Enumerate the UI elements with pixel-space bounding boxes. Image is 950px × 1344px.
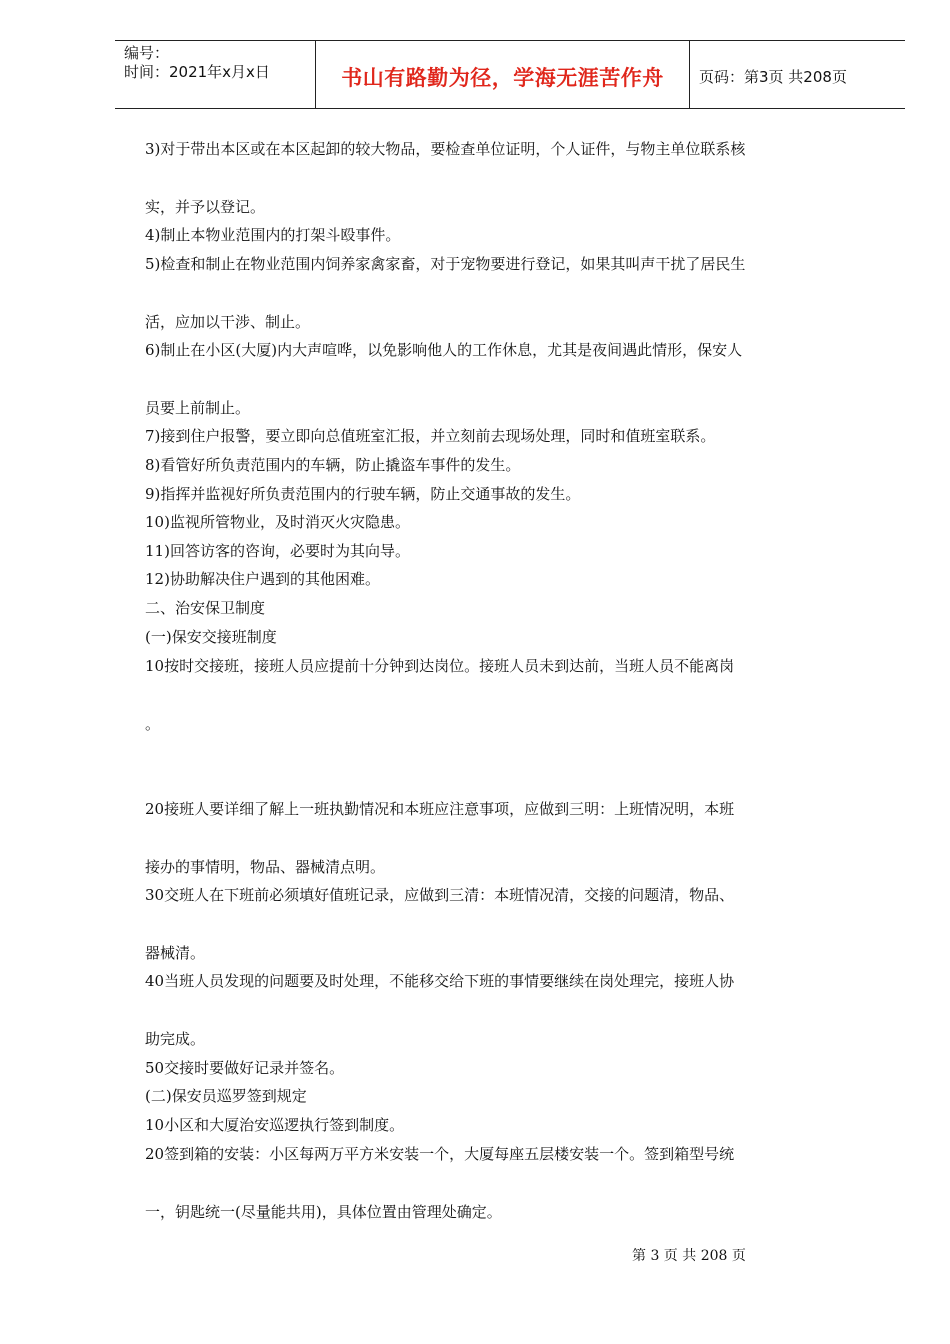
text-line: 一，钥匙统一(尽量能共用)，具体位置由管理处确定。 — [145, 1203, 502, 1221]
text-line: 员要上前制止。 — [145, 399, 251, 417]
text-line: 3)对于带出本区或在本区起卸的较大物品，要检查单位证明，个人证件，与物主单位联系核 — [145, 140, 746, 158]
text-line: 实，并予以登记。 — [145, 198, 266, 216]
text-line: 器械清。 — [145, 944, 206, 962]
page-header — [115, 40, 905, 109]
text-line: 。 — [145, 715, 161, 733]
text-line: 50交接时要做好记录并签名。 — [145, 1059, 345, 1077]
text-line: 20签到箱的安装：小区每两万平方米安装一个，大厦每座五层楼安装一个。签到箱型号统 — [145, 1145, 735, 1163]
text-line: 30交班人在下班前必须填好值班记录，应做到三清：本班情况清，交接的问题清，物品、 — [145, 886, 735, 904]
text-line: 10小区和大厦治安巡逻执行签到制度。 — [145, 1116, 405, 1134]
text-line: 6)制止在小区(大厦)内大声喧哗，以免影响他人的工作休息，尤其是夜间遇此情形，保安人 — [145, 341, 743, 359]
text-line: 接办的事情明，物品、器械清点明。 — [145, 858, 386, 876]
text-line: 9)指挥并监视好所负责范围内的行驶车辆，防止交通事故的发生。 — [145, 485, 581, 503]
text-line: 助完成。 — [145, 1030, 206, 1048]
subsection-heading: (一)保安交接班制度 — [145, 628, 277, 646]
header-motto: 书山有路勤为径，学海无涯苦作舟 — [316, 41, 690, 108]
header-info-cell — [115, 41, 316, 108]
text-line: 40当班人员发现的问题要及时处理，不能移交给下班的事情要继续在岗处理完，接班人协 — [145, 972, 735, 990]
text-line: 8)看管好所负责范围内的车辆，防止撬盗车事件的发生。 — [145, 456, 521, 474]
text-line: 20接班人要详细了解上一班执勤情况和本班应注意事项，应做到三明：上班情况明，本班 — [145, 800, 735, 818]
text-line: 活，应加以干涉、制止。 — [145, 313, 311, 331]
doc-time: 时间：2021年x月x日 — [124, 63, 270, 81]
text-line: 11)回答访客的咨询，必要时为其向导。 — [145, 542, 410, 560]
text-line: 12)协助解决住户遇到的其他困难。 — [145, 570, 380, 588]
doc-number: 编号： — [124, 44, 170, 62]
page-footer: 第 3 页 共 208 页 — [632, 1248, 746, 1264]
text-line: 5)检查和制止在物业范围内饲养家禽家畜，对于宠物要进行登记，如果其叫声干扰了居民生 — [145, 255, 746, 273]
text-line: 4)制止本物业范围内的打架斗殴事件。 — [145, 226, 401, 244]
text-line: 7)接到住户报警，要立即向总值班室汇报，并立刻前去现场处理，同时和值班室联系。 — [145, 427, 716, 445]
subsection-heading: (二)保安员巡罗签到规定 — [145, 1087, 307, 1105]
section-heading: 二、治安保卫制度 — [145, 599, 266, 617]
header-page-number: 页码：第3页 共208页 — [699, 68, 847, 86]
text-line: 10按时交接班，接班人员应提前十分钟到达岗位。接班人员未到达前，当班人员不能离岗 — [145, 657, 735, 675]
text-line: 10)监视所管物业，及时消灭火灾隐患。 — [145, 513, 410, 531]
